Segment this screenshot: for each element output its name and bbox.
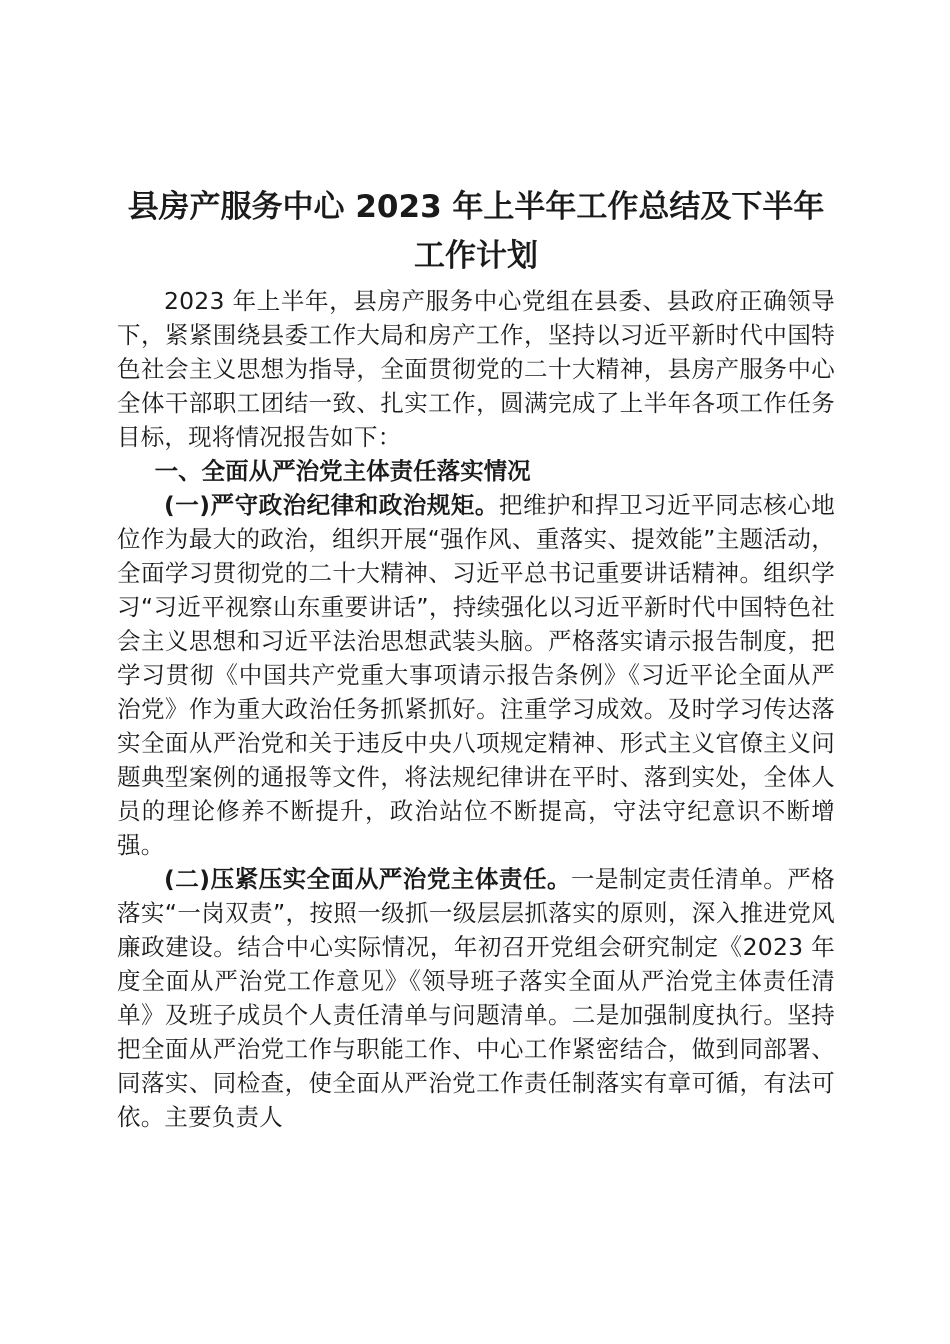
subsection-text-2: 一是制定责任清单。严格落实“一岗双责”，按照一级抓一级层层抓落实的原则，深入推进党风廉政建设。结合中心实际情况，年初召开党组会研究制定《2023 年度全面从严治党工作意见》《领导班子落实全面从严治党主体责任清单》及班子成员个人责任清单与问题清单。二是加强制度执行。坚持把全面从严治党工作与职能工作、中心工作紧密结合，做到同部署、同落实、同检查，使全面从严治党工作责任制落实有章可循，有法可依。主要负责人 <box>117 865 835 1131</box>
subsection-paragraph-2 <box>117 862 835 1134</box>
subsection-lead-2: (二)压紧压实全面从严治党主体责任。 <box>164 865 571 893</box>
subsection-text-1: 把维护和捍卫习近平同志核心地位作为最大的政治，组织开展“强作风、重落实、提效能”主题活动，全面学习贯彻党的二十大精神、习近平总书记重要讲话精神。组织学习“习近平视察山东重要讲话”，持续强化以习近平新时代中国特色社会主义思想和习近平法治思想武装头脑。严格落实请示报告制度，把学习贯彻《中国共产党重大事项请示报告条例》《习近平论全面从严治党》作为重大政治任务抓紧抓好。注重学习成效。及时学习传达落实全面从严治党和关于违反中央八项规定精神、形式主义官僚主义问题典型案例的通报等文件，将法规纪律讲在平时、落到实处，全体人员的理论修养不断提升，政治站位不断提高，守法守纪意识不断增强。 <box>117 491 835 859</box>
intro-paragraph: 2023 年上半年，县房产服务中心党组在县委、县政府正确领导下，紧紧围绕县委工作大局和房产工作，坚持以习近平新时代中国特色社会主义思想为指导，全面贯彻党的二十大精神，县房产服务中心全体干部职工团结一致、扎实工作，圆满完成了上半年各项工作任务目标，现将情况报告如下： <box>117 287 835 451</box>
document-title: 县房产服务中心 2023 年上半年工作总结及下半年工作计划 <box>127 189 825 274</box>
document-body <box>117 284 835 1134</box>
subsection-lead-1: (一)严守政治纪律和政治规矩。 <box>164 491 499 519</box>
subsection-paragraph-1 <box>117 488 835 862</box>
section-heading-1: 一、全面从严治党主体责任落实情况 <box>154 457 531 485</box>
